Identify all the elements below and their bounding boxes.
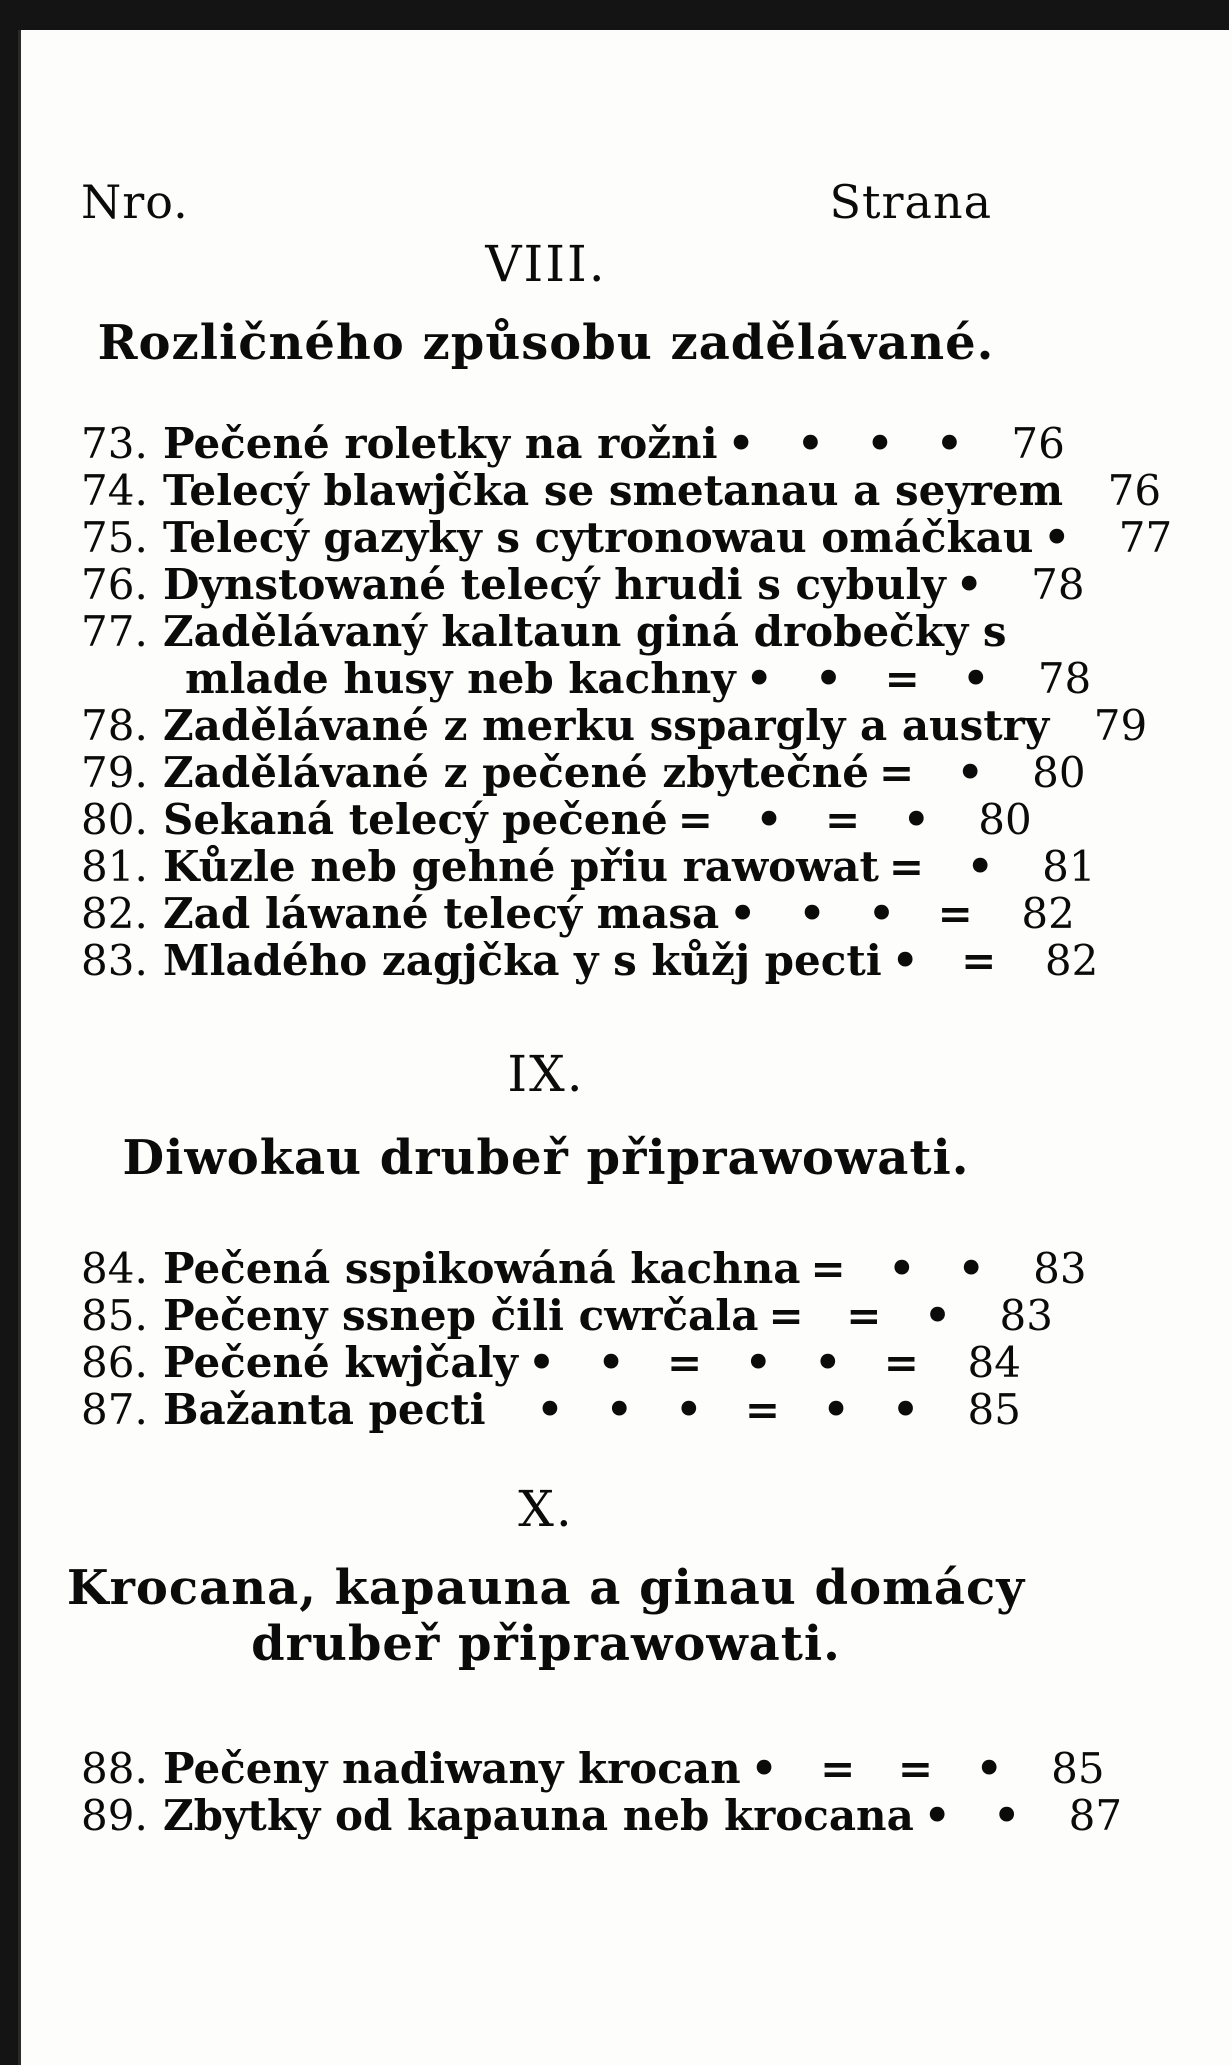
entry-page: 87 xyxy=(1068,1791,1123,1840)
entry-title: Pečeny nadiwany krocan xyxy=(163,1744,741,1793)
entry-page: 85 xyxy=(967,1385,1021,1434)
section-number: VIII. xyxy=(485,235,607,293)
entry-title: mlade husy neb kachny xyxy=(185,654,736,703)
entry-number: 84. xyxy=(81,1244,148,1293)
entry-page: 80 xyxy=(1032,748,1086,797)
toc-entry xyxy=(81,654,1092,703)
toc-entry xyxy=(81,795,1032,844)
section-title-line: Krocana, kapauna a ginau domácy xyxy=(66,1560,1026,1616)
entry-title: Bažanta pecti xyxy=(163,1385,486,1434)
entry-page: 81 xyxy=(1042,842,1096,891)
entry-number: 74. xyxy=(81,466,148,515)
entry-title: Zad láwané telecý masa xyxy=(163,889,720,938)
scan-border-top xyxy=(0,0,1229,30)
entry-title: Pečené kwjčaly xyxy=(163,1338,518,1387)
entry-page: 82 xyxy=(1044,936,1099,985)
leader-dots: • • • = xyxy=(729,889,987,938)
entry-title: Telecý gazyky s cytronowau omáčkau xyxy=(163,513,1034,562)
entry-title: Zbytky od kapauna neb krocana xyxy=(163,1791,914,1840)
column-header-number: Nro. xyxy=(81,175,189,229)
scan-border-left xyxy=(0,0,18,2065)
toc-entry xyxy=(81,419,1065,468)
column-header-page: Strana xyxy=(829,175,992,229)
leader-dots: • • = • xyxy=(745,654,1004,703)
entry-number: 78. xyxy=(81,701,148,750)
toc-entry xyxy=(81,1244,1087,1293)
entry-number: 86. xyxy=(81,1338,148,1387)
leader-dots: = • xyxy=(888,842,1008,891)
entry-number: 88. xyxy=(81,1744,148,1793)
leader-dots: • • xyxy=(923,1791,1035,1840)
entry-page: 80 xyxy=(978,795,1032,844)
entry-page: 83 xyxy=(999,1291,1053,1340)
leader-dots: • = xyxy=(891,936,1011,985)
toc-entry xyxy=(81,513,1173,562)
leader-dots: = • • xyxy=(810,1244,999,1293)
entry-title: Dynstowané telecý hrudi s cybuly xyxy=(163,560,946,609)
entry-page: 76 xyxy=(1011,419,1065,468)
entry-page: 84 xyxy=(967,1338,1021,1387)
toc-entry xyxy=(81,701,1148,750)
entry-number: 81. xyxy=(81,842,148,891)
toc-list xyxy=(81,1244,1087,1434)
section-number: IX. xyxy=(507,1045,585,1103)
leader-dots: • xyxy=(955,560,997,609)
entry-page: 78 xyxy=(1037,654,1092,703)
entry-number: 77. xyxy=(81,607,148,656)
toc-entry xyxy=(81,1791,1123,1840)
toc-list xyxy=(81,419,1173,985)
entry-page: 76 xyxy=(1107,466,1162,515)
entry-number: 83. xyxy=(81,936,148,985)
toc-entry xyxy=(81,1339,1021,1386)
entry-title: Zadělávaný kaltaun giná drobečky s xyxy=(163,607,1007,656)
leader-dots: = • xyxy=(878,748,998,797)
entry-page: 78 xyxy=(1031,560,1085,609)
toc-entry xyxy=(81,936,1099,985)
book-page xyxy=(18,30,1232,2065)
toc-entry xyxy=(81,560,1085,609)
entry-title: Kůzle neb gehné přiu rawowat xyxy=(163,842,879,891)
entry-page: 83 xyxy=(1033,1244,1087,1293)
section-title xyxy=(21,1130,1071,1186)
section-title-line: Diwokau drubeř připrawowati. xyxy=(122,1130,970,1186)
entry-title: Pečené roletky na rožni xyxy=(163,419,718,468)
toc-entry xyxy=(81,1386,1021,1433)
section-number: X. xyxy=(518,1480,574,1538)
toc-entry xyxy=(81,889,1075,938)
toc-entry xyxy=(81,608,1021,655)
section-title xyxy=(21,315,1071,371)
leader-dots: • • = • • = xyxy=(528,1338,933,1387)
toc-entry xyxy=(81,842,1096,891)
toc-list xyxy=(81,1744,1123,1840)
section-title-line: Rozličného způsobu zadělávané. xyxy=(97,315,995,371)
entry-number: 87. xyxy=(81,1385,148,1434)
entry-title: Zadělávané z merku sspargly a austry xyxy=(163,701,1050,750)
leader-dots: • • • • xyxy=(727,419,977,468)
toc-entry xyxy=(81,748,1086,797)
leader-dots: • • • = • • xyxy=(536,1385,933,1434)
entry-title: Zadělávané z pečené zbytečné xyxy=(163,748,869,797)
leader-dots: = = • xyxy=(768,1291,965,1340)
entry-number: 76. xyxy=(81,560,148,609)
entry-page: 82 xyxy=(1021,889,1075,938)
toc-entry xyxy=(81,1291,1053,1340)
leader-dots: • xyxy=(1043,513,1085,562)
entry-page: 77 xyxy=(1118,513,1173,562)
entry-number: 75. xyxy=(81,513,148,562)
entry-title: Sekaná telecý pečené xyxy=(163,795,668,844)
entry-title: Mladého zagjčka y s kůžj pecti xyxy=(163,936,882,985)
leader-dots: = • = • xyxy=(677,795,944,844)
toc-entry xyxy=(81,466,1162,515)
toc-entry xyxy=(81,1744,1105,1793)
entry-number: 89. xyxy=(81,1791,148,1840)
entry-number: 73. xyxy=(81,419,148,468)
entry-page: 85 xyxy=(1051,1744,1105,1793)
entry-title: Pečeny ssnep čili cwrčala xyxy=(163,1291,759,1340)
entry-number: 80. xyxy=(81,795,148,844)
entry-number: 79. xyxy=(81,748,148,797)
entry-number: 85. xyxy=(81,1291,148,1340)
section-title-line: drubeř připrawowati. xyxy=(251,1616,841,1672)
entry-title: Telecý blawjčka se smetanau a seyrem xyxy=(163,466,1064,515)
entry-number: 82. xyxy=(81,889,148,938)
entry-page: 79 xyxy=(1093,701,1148,750)
leader-dots: • = = • xyxy=(750,1744,1017,1793)
entry-title: Pečená sspikowáná kachna xyxy=(163,1244,801,1293)
section-title xyxy=(21,1560,1071,1672)
